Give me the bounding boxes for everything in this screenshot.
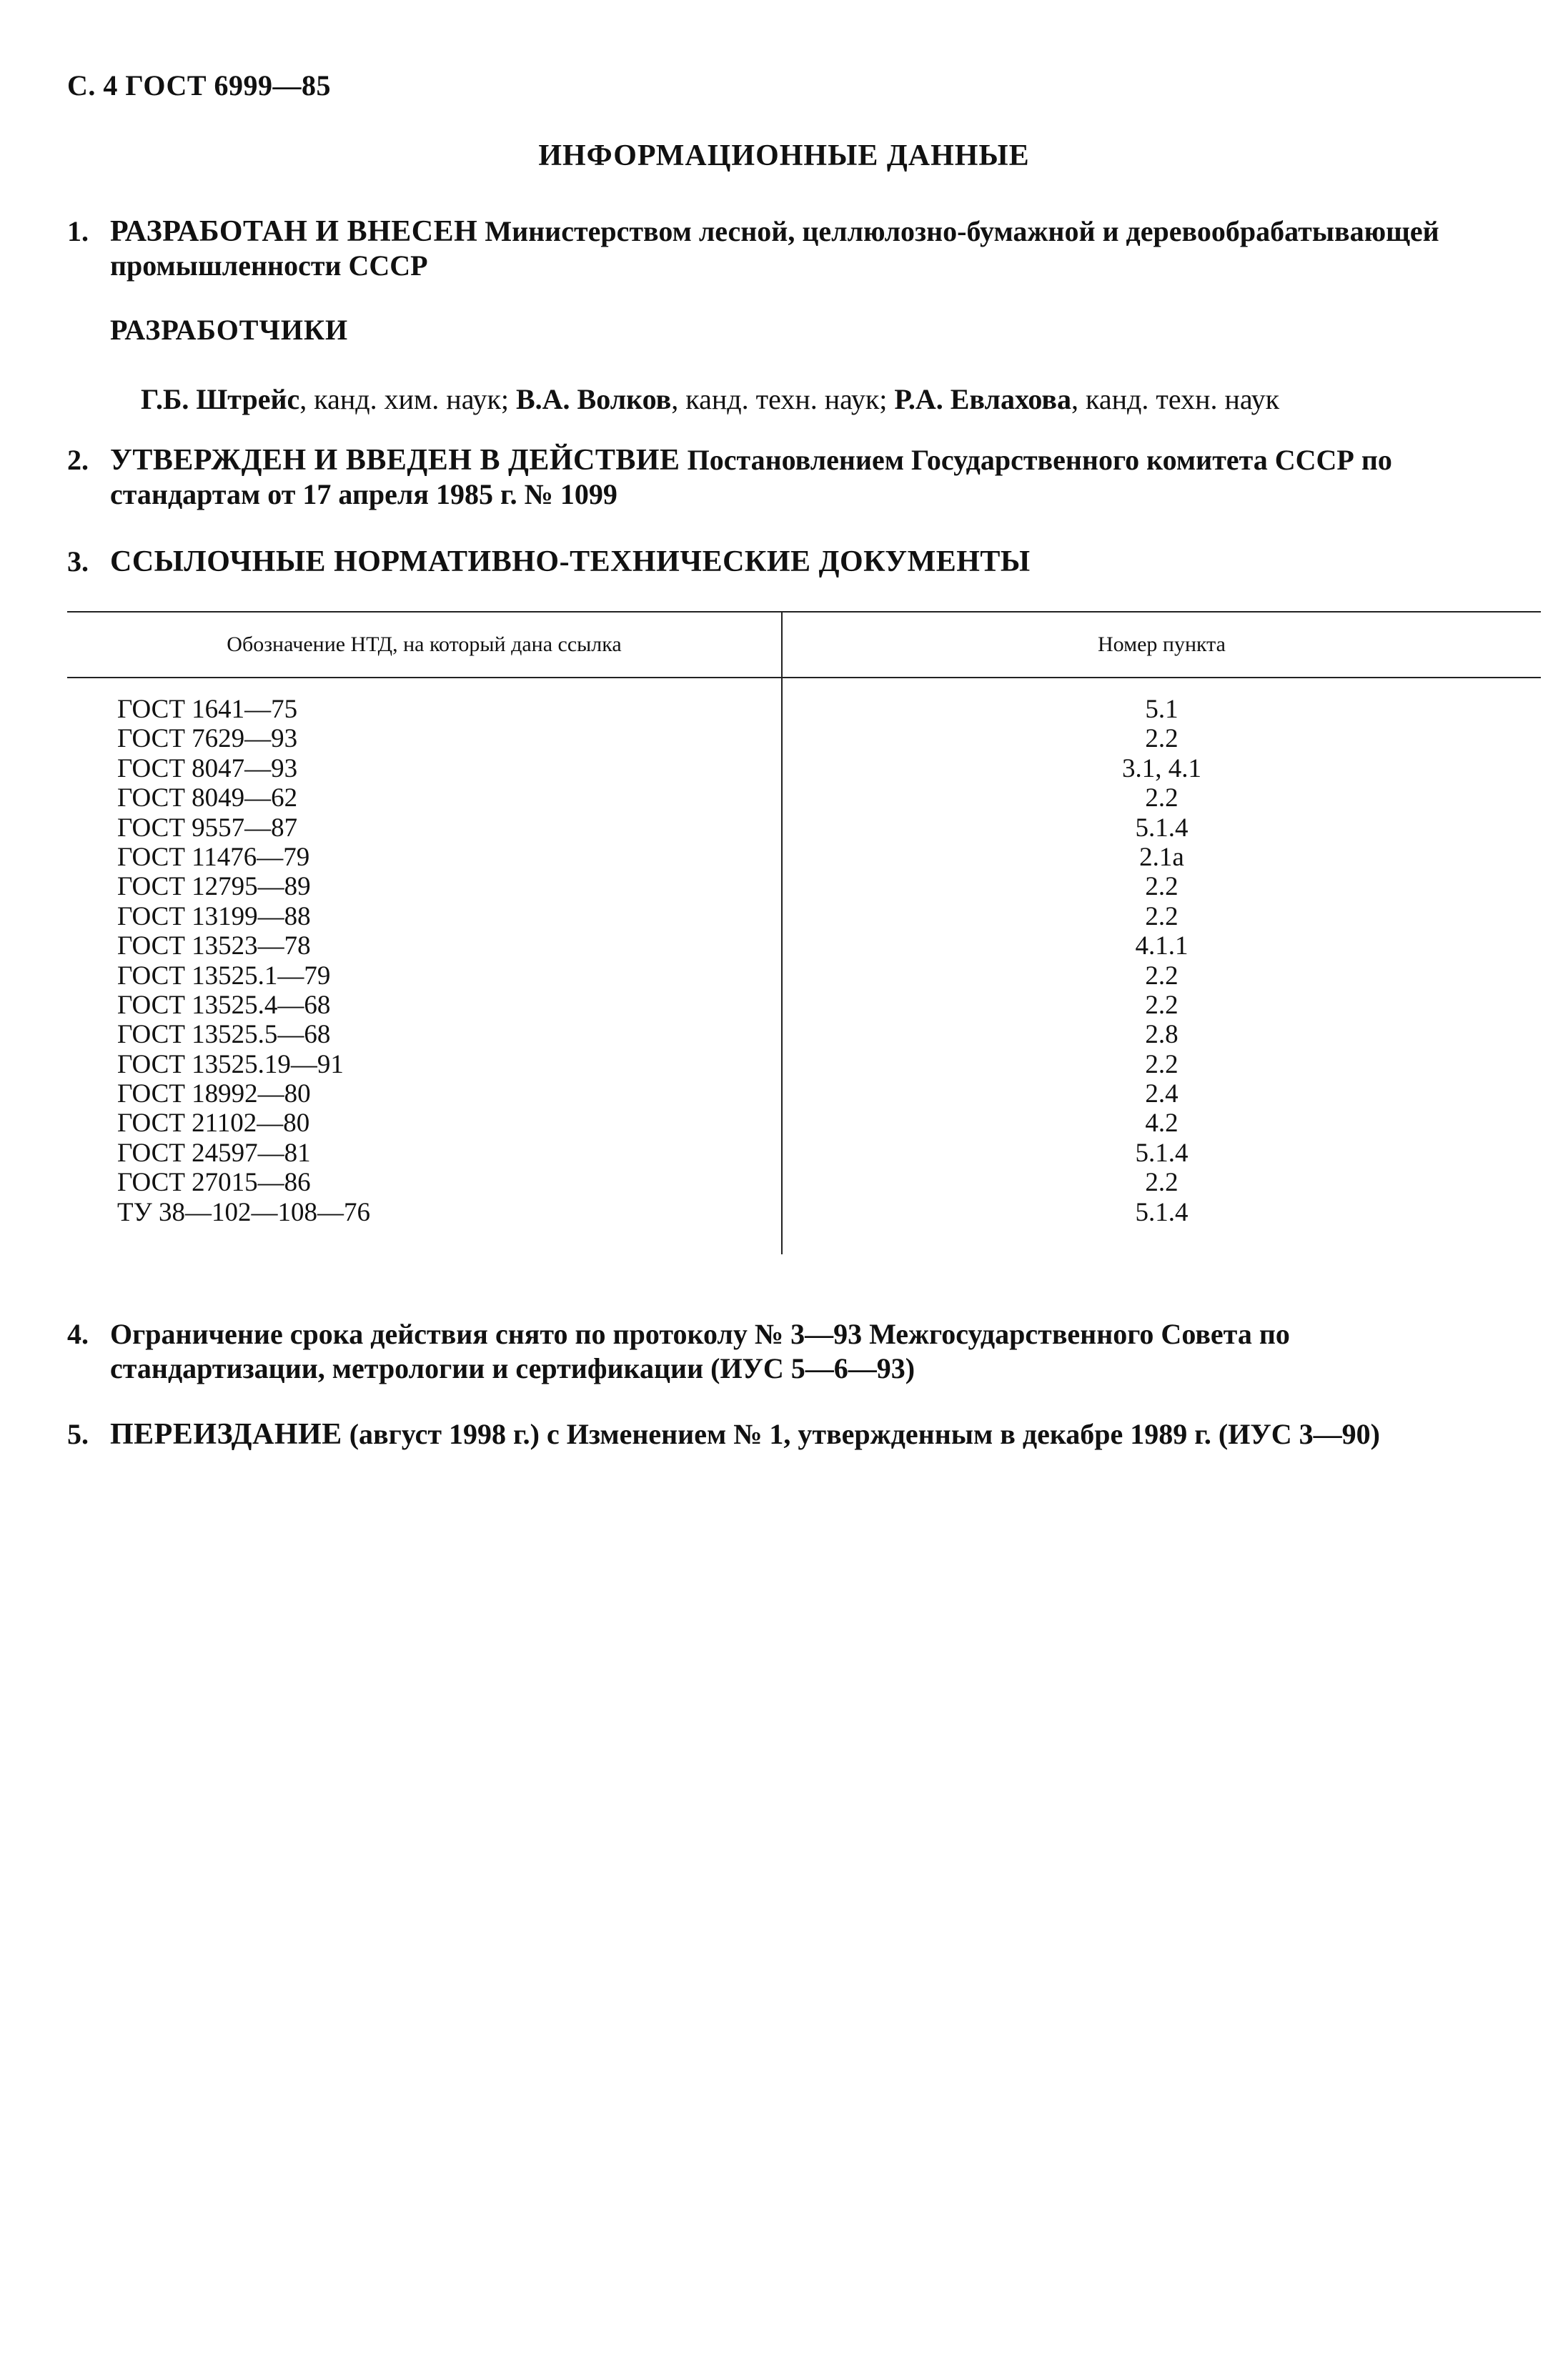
section-4 (67, 1317, 1504, 1386)
table-cell-document: ГОСТ 12795—89 (117, 872, 311, 902)
table-row (67, 991, 1541, 1020)
table-cell-document: ГОСТ 8047—93 (117, 753, 298, 783)
table-cell-clause: 2.1а (1139, 842, 1184, 872)
table-row (67, 1020, 1541, 1049)
table-top-rule (67, 611, 1541, 613)
table-cell-document: ГОСТ 8049—62 (117, 783, 298, 813)
table-cell-clause: 2.2 (1145, 990, 1179, 1020)
table-cell-document: ГОСТ 1641—75 (117, 695, 298, 724)
table-body (67, 695, 1541, 1227)
table-row (67, 1198, 1541, 1227)
section-4-text: Ограничение срока действия снято по протоколу № 3—93 Межгосударственного Совета по стандартизации, метрологии и сертификации (ИУС 5—6—93) (110, 1318, 1290, 1384)
page-header: С. 4 ГОСТ 6999—85 (67, 69, 332, 101)
section-2-text: Постановлением Государственного комитета СССР по стандартам от 17 апреля 1985 г. № 1099 (110, 444, 1392, 510)
table-cell-clause: 5.1.4 (1135, 1138, 1189, 1168)
developer-name: Г.Б. Штрейс (141, 383, 300, 415)
section-1-number: 1. (67, 215, 89, 247)
developer-degree: , канд. техн. наук (1071, 383, 1280, 415)
table-cell-clause: 2.2 (1145, 901, 1179, 931)
section-1 (67, 214, 1504, 283)
section-5 (67, 1417, 1504, 1452)
table-cell-document: ГОСТ 13525.19—91 (117, 1049, 344, 1079)
table-cell-clause: 4.2 (1145, 1109, 1179, 1139)
table-row (67, 724, 1541, 753)
table-cell-document: ГОСТ 21102—80 (117, 1109, 310, 1139)
table-cell-clause: 2.2 (1145, 724, 1179, 754)
table-row (67, 931, 1541, 961)
section-1-text: Министерством лесной, целлюлозно-бумажной и деревообрабатывающей промышленности СССР (110, 215, 1439, 282)
table-row (67, 1079, 1541, 1109)
section-1-heading: РАЗРАБОТАН И ВНЕСЕН (110, 215, 478, 248)
table-cell-clause: 3.1, 4.1 (1122, 753, 1201, 783)
table-row (67, 1139, 1541, 1168)
page-title: ИНФОРМАЦИОННЫЕ ДАННЫЕ (538, 139, 1030, 172)
table-cell-document: ГОСТ 7629—93 (117, 724, 298, 754)
section-5-heading: ПЕРЕИЗДАНИЕ (110, 1418, 342, 1451)
table-cell-clause: 2.2 (1145, 872, 1179, 902)
section-5-text: (август 1998 г.) с Изменением № 1, утвержденным в декабре 1989 г. (ИУС 3—90) (342, 1418, 1380, 1450)
section-4-number: 4. (67, 1318, 89, 1350)
table-cell-clause: 2.2 (1145, 961, 1179, 991)
table-cell-document: ГОСТ 18992—80 (117, 1079, 311, 1109)
section-2-heading: УТВЕРЖДЕН И ВВЕДЕН В ДЕЙСТВИЕ (110, 444, 680, 477)
table-cell-clause: 2.2 (1145, 1049, 1179, 1079)
table-cell-document: ГОСТ 27015—86 (117, 1168, 311, 1198)
table-row (67, 872, 1541, 901)
section-2-number: 2. (67, 444, 89, 476)
developer-name: Р.А. Евлахова (894, 383, 1072, 415)
table-cell-document: ТУ 38—102—108—76 (117, 1197, 371, 1227)
table-row (67, 1050, 1541, 1079)
section-3-heading: ССЫЛОЧНЫЕ НОРМАТИВНО-ТЕХНИЧЕСКИЕ ДОКУМЕНТЫ (110, 545, 1031, 578)
table-cell-document: ГОСТ 24597—81 (117, 1138, 311, 1168)
table-cell-clause: 2.2 (1145, 783, 1179, 813)
table-cell-document: ГОСТ 13199—88 (117, 901, 311, 931)
table-cell-document: ГОСТ 13525.5—68 (117, 1020, 331, 1050)
table-cell-clause: 5.1 (1145, 695, 1179, 724)
section-5-number: 5. (67, 1418, 89, 1450)
table-header-rule (67, 677, 1541, 678)
section-3-number: 3. (67, 545, 89, 577)
table-header-clause: Номер пункта (1098, 633, 1226, 656)
table-row (67, 1109, 1541, 1138)
reference-table (67, 611, 1541, 1254)
table-cell-clause: 4.1.1 (1135, 931, 1189, 961)
developer-degree: , канд. хим. наук; (299, 383, 516, 415)
table-row (67, 961, 1541, 991)
table-cell-document: ГОСТ 11476—79 (117, 842, 310, 872)
table-row (67, 783, 1541, 813)
table-row (67, 902, 1541, 931)
table-row (67, 695, 1541, 724)
table-cell-document: ГОСТ 13523—78 (117, 931, 311, 961)
table-cell-document: ГОСТ 13525.1—79 (117, 961, 331, 991)
table-cell-document: ГОСТ 9557—87 (117, 813, 298, 843)
section-2 (67, 443, 1504, 512)
section-3 (67, 545, 1504, 579)
table-row (67, 813, 1541, 843)
table-cell-clause: 5.1.4 (1135, 1197, 1189, 1227)
table-cell-document: ГОСТ 13525.4—68 (117, 990, 331, 1020)
table-row (67, 754, 1541, 783)
developer-name: В.А. Волков (515, 383, 672, 415)
table-row (67, 1168, 1541, 1197)
table-cell-clause: 2.2 (1145, 1168, 1179, 1198)
developers-list (141, 382, 1279, 416)
table-cell-clause: 2.8 (1145, 1020, 1179, 1050)
developers-heading: РАЗРАБОТЧИКИ (110, 314, 349, 346)
table-cell-clause: 5.1.4 (1135, 813, 1189, 843)
table-cell-clause: 2.4 (1145, 1079, 1179, 1109)
developer-degree: , канд. техн. наук; (671, 383, 895, 415)
table-row (67, 843, 1541, 872)
table-header-document: Обозначение НТД, на который дана ссылка (227, 633, 622, 656)
